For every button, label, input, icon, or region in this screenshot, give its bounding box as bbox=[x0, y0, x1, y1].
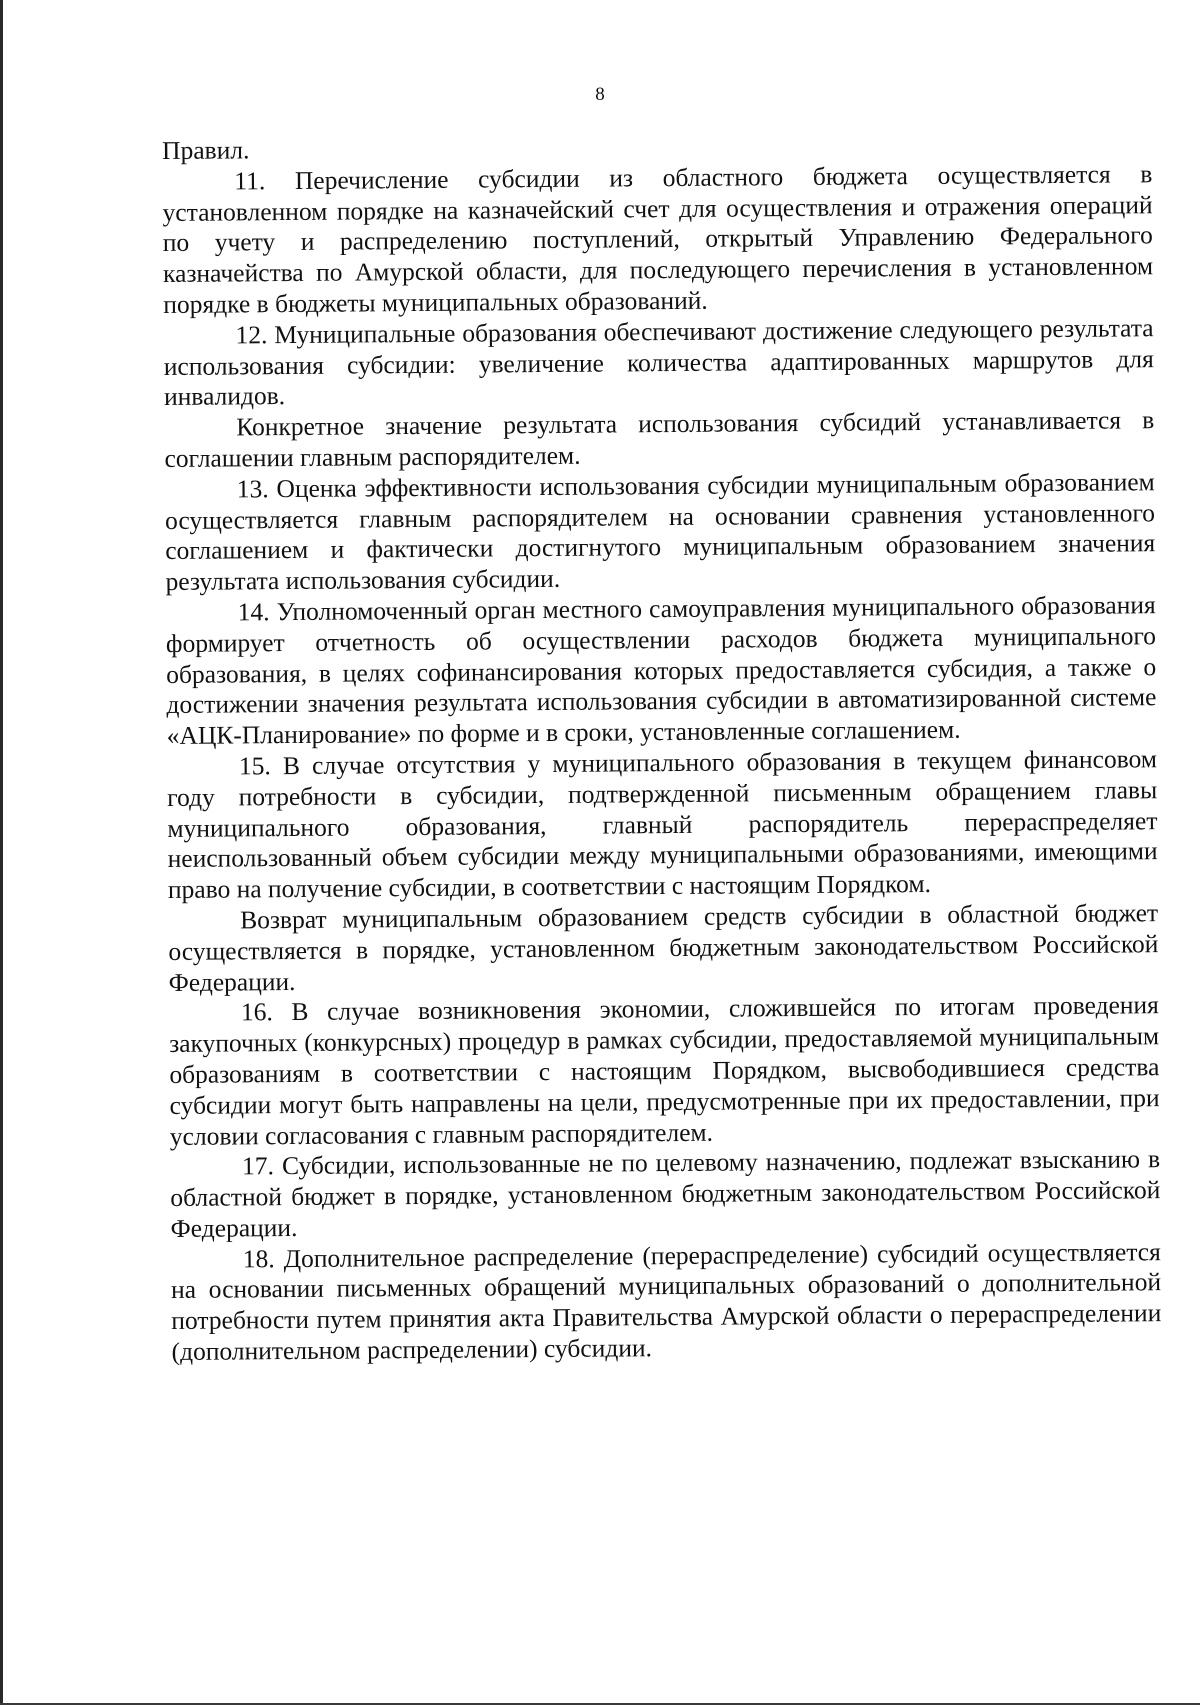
paragraph-16: 16. В случае возникновения экономии, сложившейся по итогам проведения закупочных (конкурсных) процедур в рамках субсидии, предоставляемой муниципальным образованиям в соответствии с настоящим Порядком, высвободившиеся средства субсидии могут быть направлены на цели, предусмотренные при их предоставлении, при условии согласования с главным распорядителем. bbox=[169, 990, 1160, 1151]
paragraph-13: 13. Оценка эффективности использования субсидии муниципальным образованием осуществляется главным распорядителем на основании сравнения установленного соглашением и фактически достигнутого муниципальным образованием значения результата использования субсидии. bbox=[164, 466, 1156, 597]
paragraph-11: 11. Перечисление субсидии из областного бюджета осуществляется в установленном порядке на казначейский счет для осуществления и отражения операций по учету и распределению поступлений, открытый Управлению Федерального казначейства по Амурской области, для последующего перечисления в установленном порядке в бюджеты муниципальных образований. bbox=[162, 159, 1154, 319]
paragraph-15: 15. В случае отсутствия у муниципального образования в текущем финансовом году потребности в субсидии, подтвержденной письменным обращением главы муниципального образования, главный распорядитель перераспределяет неиспользованный объем субсидии между муниципальными образованиями, имеющими право на получение субсидии, в соответствии с настоящим Порядком. bbox=[167, 744, 1158, 905]
paragraph-continuation: Правил. bbox=[162, 135, 250, 165]
document-body bbox=[162, 128, 1162, 1368]
scan-edge-left bbox=[0, 0, 3, 1705]
paragraph-18: 18. Дополнительное распределение (перераспределение) субсидий осуществляется на основании письменных обращений муниципальных образований о дополнительной потребности путем принятия акта Правительства Амурской области о перераспределении (дополнительном распределении) субсидии. bbox=[170, 1236, 1162, 1367]
paragraph-17: 17. Субсидии, использованные не по целевому назначению, подлежат взысканию в областной бюджет в порядке, установленном бюджетным законодательством Российской Федерации. bbox=[170, 1144, 1161, 1243]
paragraph-15-return: Возврат муниципальным образованием средств субсидии в областной бюджет осуществляется в порядке, установленном бюджетным законодательством Российской Федерации. bbox=[168, 898, 1159, 997]
paragraph-14: 14. Уполномоченный орган местного самоуправления муниципального образования формирует отчетность об осуществлении расходов бюджета муниципального образования, в целях софинансирования которых предоставляется субсидия, а также о достижении значения результата использования субсидии в автоматизированной системе «АЦК-Планирование» по форме и в сроки, установленные соглашением. bbox=[165, 590, 1157, 751]
page-number: 8 bbox=[595, 84, 605, 105]
paragraph-12-result-value: Конкретное значение результата использования субсидий устанавливается в соглашении главным распорядителем. bbox=[164, 405, 1155, 473]
paragraph-12: 12. Муниципальные образования обеспечивают достижение следующего результата использования субсидии: увеличение количества адаптированных маршрутов для инвалидов. bbox=[163, 313, 1154, 412]
